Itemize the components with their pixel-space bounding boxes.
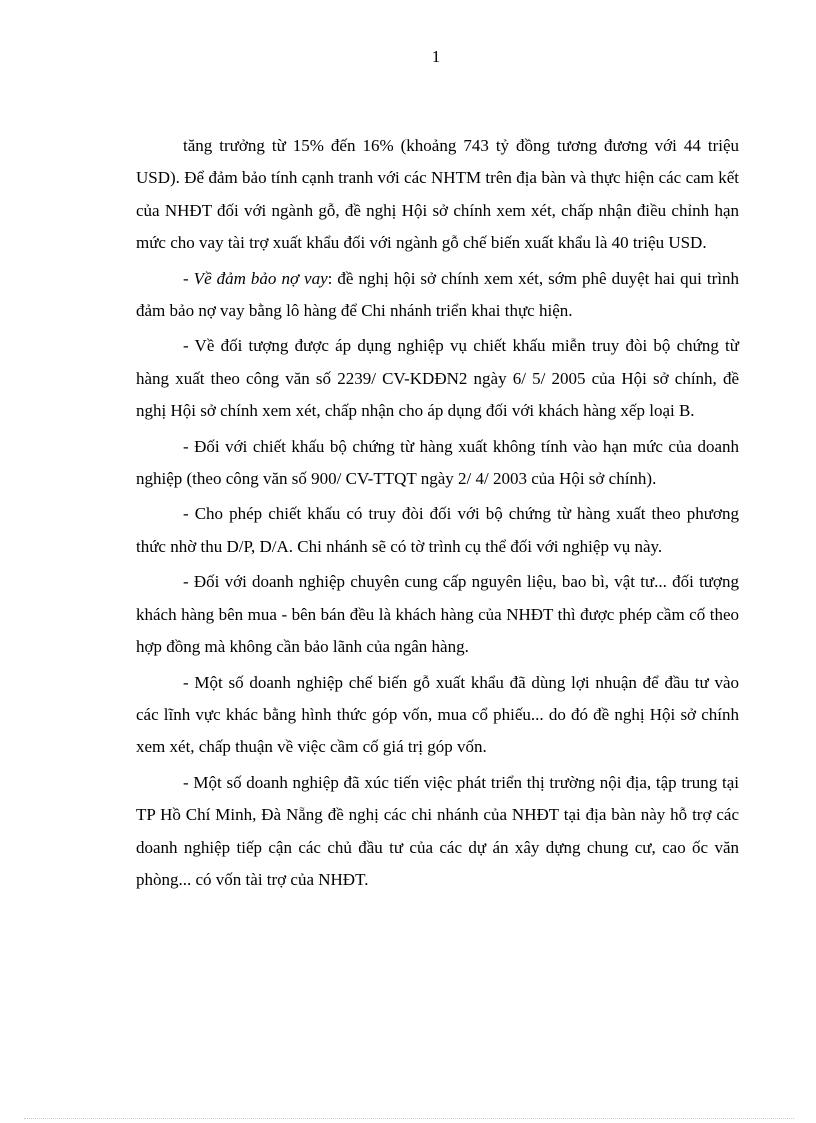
page-number: 1 [431, 47, 441, 66]
paragraph-export-credit-limit: tăng trưởng từ 15% đến 16% (khoảng 743 tỷ đồng tương đương với 44 triệu USD). Để đảm bảo tính cạnh tranh với các NHTM trên địa bàn và thực hiện các cam kết của NHĐT đối với ngành gỗ, đề nghị Hội sở chính xem xét, chấp nhận điều chỉnh hạn mức cho vay tài trợ xuất khẩu đối với ngành gỗ chế biến xuất khẩu là 40 triệu USD. [136, 136, 739, 253]
paragraph-domestic-market: - Một số doanh nghiệp đã xúc tiến việc phát triển thị trường nội địa, tập trung tại TP Hồ Chí Minh, Đà Nẵng đề nghị các chi nhánh của NHĐT tại địa bàn này hỗ trợ các doanh nghiệp tiếp cận các chủ đầu tư của các dự án xây dựng chung cư, cao ốc văn phòng... có vốn tài trợ của NHĐT. [136, 772, 739, 889]
paragraph-loan-security [136, 263, 739, 328]
page-bottom-divider [24, 1118, 794, 1119]
paragraph-discount-outside-limit: - Đối với chiết khấu bộ chứng từ hàng xuất không tính vào hạn mức của doanh nghiệp (theo công văn số 900/ CV-TTQT ngày 2/ 4/ 2003 của Hội sở chính). [136, 436, 739, 489]
loan-security-text: : đề nghị hội sở chính xem xét, sớm phê duyệt hai qui trình đảm bảo nợ vay bằng lô hàng để Chi nhánh triển khai thực hiện. [136, 268, 740, 321]
paragraph-recourse-discount: - Cho phép chiết khấu có truy đòi đối với bộ chứng từ hàng xuất theo phương thức nhờ thu D/P, D/A. Chi nhánh sẽ có tờ trình cụ thể đối với nghiệp vụ này. [136, 504, 739, 556]
loan-security-heading: - Về đảm bảo nợ vay [183, 268, 328, 288]
paragraph-non-recourse-discount: - Về đối tượng được áp dụng nghiệp vụ chiết khấu miễn truy đòi bộ chứng từ hàng xuất theo công văn số 2239/ CV-KDĐN2 ngày 6/ 5/ 2005 của Hội sở chính, đề nghị Hội sở chính xem xét, chấp nhận cho áp dụng đối với khách hàng xếp loại B. [136, 336, 739, 421]
document-body [136, 130, 739, 896]
paragraph-capital-contribution: - Một số doanh nghiệp chế biến gỗ xuất khẩu đã dùng lợi nhuận để đầu tư vào các lĩnh vực khác bằng hình thức góp vốn, mua cổ phiếu... do đó đề nghị Hội sở chính xem xét, chấp thuận về việc cầm cố giá trị góp vốn. [136, 672, 739, 757]
paragraph-material-suppliers: - Đối với doanh nghiệp chuyên cung cấp nguyên liệu, bao bì, vật tư... đối tượng khách hàng bên mua - bên bán đều là khách hàng của NHĐT thì được phép cầm cố theo hợp đồng mà không cần bảo lãnh của ngân hàng. [136, 572, 739, 657]
